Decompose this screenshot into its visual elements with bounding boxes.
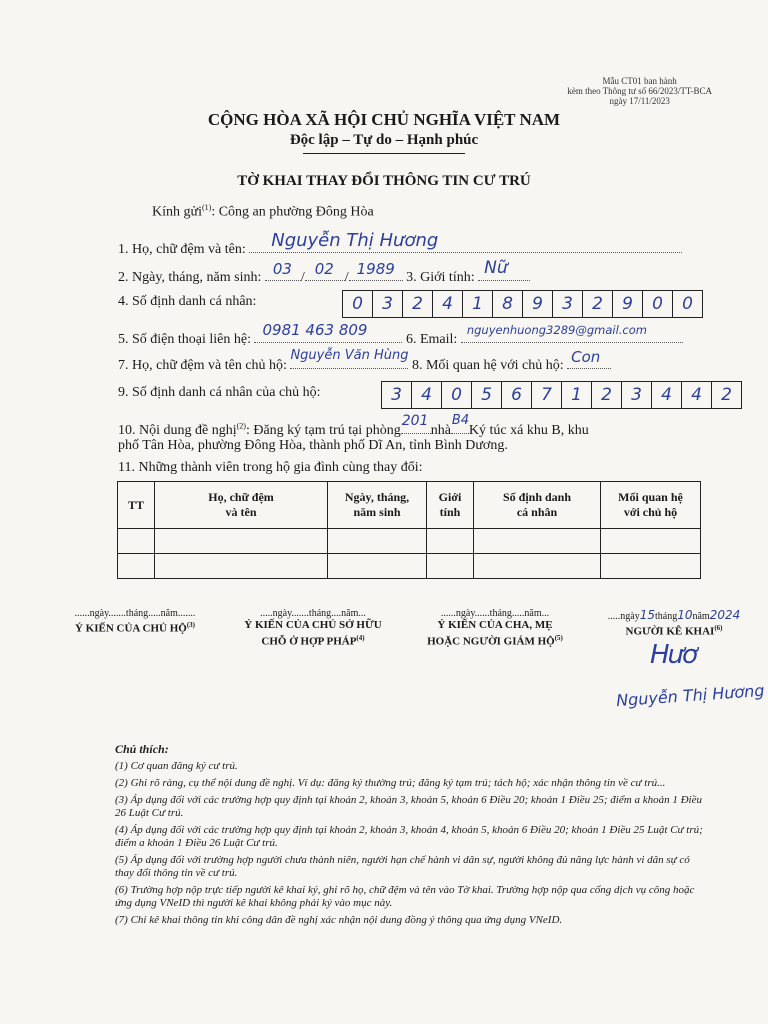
field-contact	[118, 321, 683, 348]
signature-title: Ý KIẾN CỦA CHA, MẸ	[437, 619, 553, 631]
digit-box[interactable]: 2	[591, 381, 622, 409]
footnote-ref: (4)	[356, 634, 365, 642]
gender-label: 3. Giới tính:	[406, 270, 475, 285]
table-cell[interactable]	[118, 529, 155, 554]
date-line: ......ngày.......tháng.....năm.......	[74, 608, 196, 619]
full-name-label: 1. Họ, chữ đệm và tên:	[118, 242, 246, 257]
field-full-name	[118, 230, 682, 258]
form-date-line: ngày 17/11/2023	[609, 96, 670, 106]
room-input[interactable]	[401, 413, 431, 434]
digit-box[interactable]: 2	[402, 290, 433, 318]
request-text-line2: phố Tân Hòa, phường Đông Hòa, thành phố Dĩ An, tỉnh Bình Dương.	[118, 438, 508, 453]
building-input[interactable]	[451, 413, 470, 434]
signature-title: Ý KIẾN CỦA CHỦ SỞ HỮU	[244, 619, 382, 631]
footnote-ref: (3)	[186, 621, 195, 629]
relationship-value: Con	[571, 348, 601, 366]
table-cell[interactable]	[328, 554, 427, 579]
personal-id-boxes[interactable]	[343, 290, 703, 318]
note-item: (7) Chỉ kê khai thông tin khi công dân đề nghị xác nhận nội dung đồng ý thông qua ứng dụng VNeID.	[115, 914, 563, 926]
form-code-line: Mẫu CT01 ban hành	[602, 76, 677, 86]
date-line: ......ngày......tháng.....năm...	[440, 608, 550, 619]
signature-title: HOẶC NGƯỜI GIÁM HỘ	[427, 635, 555, 648]
household-head-value: Nguyễn Văn Hùng	[290, 348, 409, 363]
country-heading: CỘNG HÒA XÃ HỘI CHỦ NGHĨA VIỆT NAM	[207, 110, 561, 129]
form-title: TỜ KHAI THAY ĐỔI THÔNG TIN CƯ TRÚ	[237, 173, 531, 189]
col-header: Ngày, tháng, năm sinh	[328, 482, 427, 529]
digit-box[interactable]: 3	[372, 290, 403, 318]
signature-title: Ý KIẾN CỦA CHỦ HỘ	[74, 622, 187, 635]
signature-block-declarant	[586, 608, 762, 639]
col-header: Họ, chữ đệm và tên	[155, 482, 328, 529]
full-name-input[interactable]	[249, 230, 682, 253]
col-header: Số định danh cá nhân	[474, 482, 601, 529]
table-header-row	[118, 482, 701, 529]
phone-input[interactable]	[254, 321, 402, 343]
footnote-ref: (6)	[714, 624, 723, 632]
digit-box[interactable]: 0	[342, 290, 373, 318]
note-item: (5) Áp dụng đối với trường hợp người chưa thành niên, người hạn chế hành vi dân sự, người không đủ năng lực hành vi dân sự có thay đổi thông tin về cư trú.	[115, 854, 690, 879]
table-cell[interactable]	[155, 554, 328, 579]
digit-box[interactable]: 0	[672, 290, 703, 318]
digit-box[interactable]: 4	[432, 290, 463, 318]
digit-box[interactable]: 5	[471, 381, 502, 409]
col-header: Mối quan hệ với chủ hộ	[601, 482, 701, 529]
motto: Độc lập – Tự do – Hạnh phúc	[289, 132, 479, 148]
request-text: : Đăng ký tạm trú tại phòng	[245, 423, 401, 438]
table-cell[interactable]	[328, 529, 427, 554]
note-item: (4) Áp dụng đối với các trường hợp quy định tại khoản 2, khoản 3, khoản 4, khoản 5, khoản 6 Điều 20; khoản 1 Điều 25 Luật Cư trú; điểm a khoản 1 Điều 26 Luật Cư trú.	[115, 824, 703, 849]
digit-box[interactable]: 1	[561, 381, 592, 409]
notes-title: Chú thích:	[115, 742, 169, 756]
birth-year-value: 1989	[356, 260, 395, 278]
field-household-head	[118, 348, 611, 374]
recipient-line	[152, 203, 374, 221]
gender-value: Nữ	[484, 258, 508, 278]
note-item: (6) Trường hợp nộp trực tiếp người kê khai ký, ghi rõ họ, chữ đệm và tên vào Tờ khai. Trường hợp nộp qua cổng dịch vụ công hoặc ứng dụng VNeID thì người kê khai không phải ký vào mục này.	[115, 884, 695, 909]
household-head-id-label: 9. Số định danh cá nhân của chủ hộ:	[118, 385, 321, 400]
digit-box[interactable]: 4	[651, 381, 682, 409]
digit-box[interactable]: 2	[711, 381, 742, 409]
digit-box[interactable]: 3	[381, 381, 412, 409]
table-cell[interactable]	[427, 529, 474, 554]
note-item: (3) Áp dụng đối với các trường hợp quy định tại khoản 2, khoản 3, khoản 5, khoản 6 Điều 20; khoản 1 Điều 25; điểm a khoản 1 Điều 26 Luật Cư trú.	[115, 794, 702, 819]
note-item: (2) Ghi rõ ràng, cụ thể nội dung đề nghị. Ví dụ: đăng ký thường trú; đăng ký tạm trú; tách hộ; xác nhận thông tin về cư trú...	[115, 777, 666, 789]
declarant-signature[interactable]: Hươ	[650, 640, 696, 670]
birth-month-input[interactable]	[305, 260, 345, 281]
date-text: .....ngày	[607, 611, 640, 622]
email-value: nguyenhuong3289@gmail.com	[466, 323, 647, 337]
digit-box[interactable]: 0	[642, 290, 673, 318]
signature-block-owner	[228, 608, 398, 649]
form-circular-line: kèm theo Thông tư số 66/2023/TT-BCA	[567, 86, 712, 96]
table-row	[118, 554, 701, 579]
birth-year-input[interactable]	[349, 260, 403, 281]
signature-title: CHỖ Ở HỢP PHÁP	[261, 635, 357, 648]
table-cell[interactable]	[427, 554, 474, 579]
table-cell[interactable]	[118, 554, 155, 579]
family-members-label: 11. Những thành viên trong hộ gia đình cùng thay đổi:	[118, 460, 423, 475]
relationship-label: 8. Mối quan hệ với chủ hộ:	[411, 358, 564, 373]
digit-box[interactable]: 6	[501, 381, 532, 409]
phone-value: 0981 463 809	[262, 321, 368, 339]
email-input[interactable]	[461, 323, 683, 343]
signature-block-household-head	[50, 608, 220, 636]
digit-box[interactable]: 0	[441, 381, 472, 409]
request-text: Ký túc xá khu B, khu	[468, 423, 589, 438]
recipient-label: Kính gửi	[152, 204, 202, 220]
household-head-id-boxes[interactable]	[382, 381, 742, 409]
table-row	[118, 529, 701, 554]
footnote-ref: (2)	[236, 421, 246, 431]
date-line: .....ngày.......tháng....năm...	[260, 608, 366, 619]
signature-title: NGƯỜI KÊ KHAI	[625, 625, 715, 638]
gender-input[interactable]	[478, 258, 530, 281]
table-cell[interactable]	[474, 554, 601, 579]
date-text: tháng	[654, 611, 678, 622]
digit-box[interactable]: 3	[552, 290, 583, 318]
full-name-value: Nguyễn Thị Hương	[271, 230, 439, 251]
sign-year-value[interactable]: 2024	[709, 608, 741, 622]
digit-box[interactable]: 3	[621, 381, 652, 409]
footnote-ref: (1)	[201, 203, 212, 212]
request-label: 10. Nội dung đề nghị	[118, 423, 237, 438]
form-code-note	[567, 76, 712, 106]
table-cell[interactable]	[474, 529, 601, 554]
birth-month-value: 02	[314, 260, 334, 278]
col-header: Giới tính	[427, 482, 474, 529]
digit-box[interactable]: 9	[612, 290, 643, 318]
footnote-ref: (5)	[554, 634, 563, 642]
col-header: TT	[118, 482, 155, 529]
household-head-input[interactable]	[290, 348, 409, 369]
note-item: (1) Cơ quan đăng ký cư trú.	[115, 760, 238, 772]
digit-box[interactable]: 1	[462, 290, 493, 318]
request-text: nhà	[430, 423, 451, 438]
email-label: 6. Email:	[405, 332, 458, 347]
table-cell[interactable]	[601, 529, 701, 554]
digit-box[interactable]: 8	[492, 290, 523, 318]
field-request-content	[118, 413, 589, 439]
digit-box[interactable]: 4	[411, 381, 442, 409]
declarant-date-line	[586, 608, 762, 622]
field-birthdate: 2. Ngày, tháng, năm sinh: 03 / 02 / 1989 3. Giới tính: Nữ	[118, 264, 530, 286]
table-cell[interactable]	[155, 529, 328, 554]
motto-underline	[303, 153, 465, 154]
relationship-input[interactable]	[567, 348, 611, 369]
sign-month-value[interactable]: 10	[677, 608, 693, 622]
table-cell[interactable]	[601, 554, 701, 579]
birth-day-input[interactable]	[265, 260, 301, 281]
phone-label: 5. Số điện thoại liên hệ:	[118, 332, 251, 347]
personal-id-label: 4. Số định danh cá nhân:	[118, 294, 257, 309]
birthdate-label: 2. Ngày, tháng, năm sinh:	[118, 270, 262, 285]
digit-box[interactable]: 7	[531, 381, 562, 409]
recipient-value: : Công an phường Đông Hòa	[211, 204, 374, 220]
birth-day-value: 03	[272, 260, 292, 278]
sign-day-value[interactable]: 15	[639, 608, 655, 622]
digit-box[interactable]: 4	[681, 381, 712, 409]
signature-block-guardian	[410, 608, 580, 649]
notes-section	[115, 743, 705, 931]
building-value: B4	[451, 413, 470, 428]
date-text: năm	[692, 611, 710, 622]
household-head-label: 7. Họ, chữ đệm và tên chủ hộ:	[118, 358, 287, 373]
family-members-table	[117, 481, 701, 579]
digit-box[interactable]: 9	[522, 290, 553, 318]
digit-box[interactable]: 2	[582, 290, 613, 318]
declarant-printed-name: Nguyễn Thị Hương	[615, 680, 765, 711]
room-value: 201	[401, 413, 429, 429]
